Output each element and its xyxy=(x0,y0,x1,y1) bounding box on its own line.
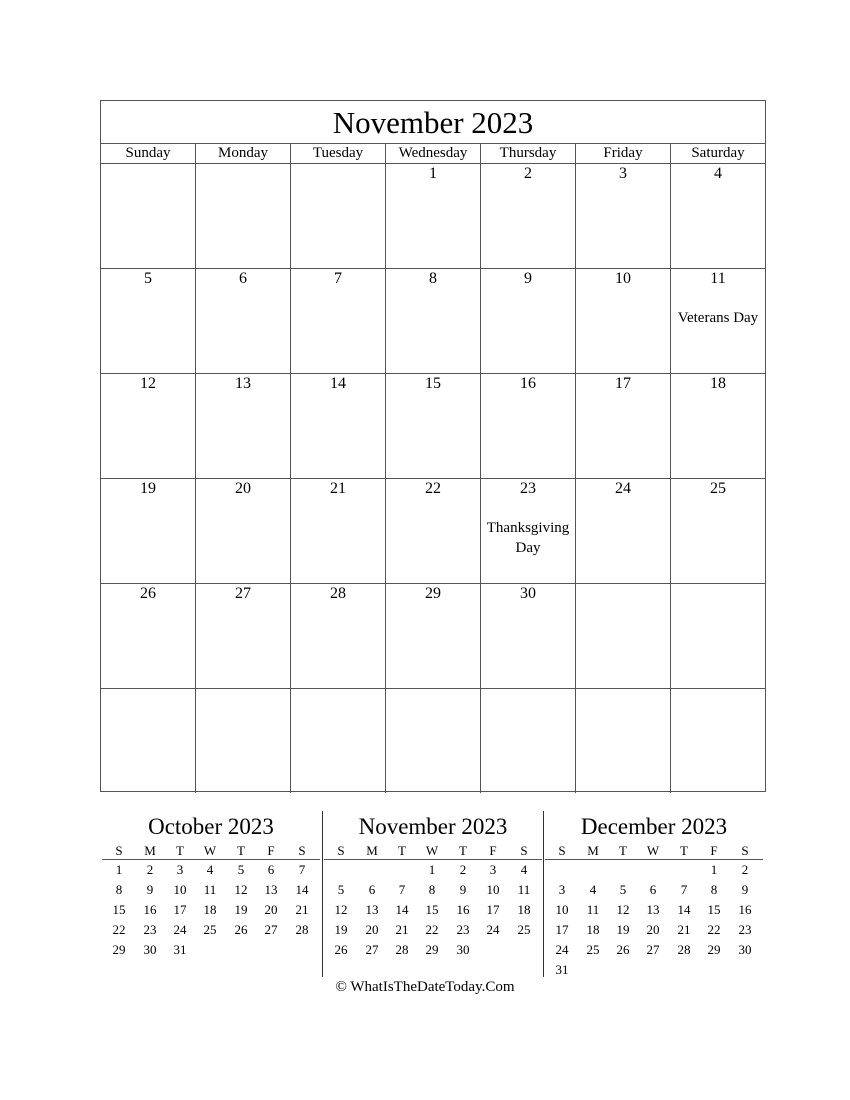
day-number: 13 xyxy=(235,375,251,392)
day-number: 16 xyxy=(520,375,536,392)
mini-day: 16 xyxy=(738,902,752,917)
day-number: 29 xyxy=(425,585,441,602)
mini-calendar-december xyxy=(545,812,763,980)
day-cell xyxy=(291,584,386,688)
mini-weekday-header xyxy=(102,842,320,860)
day-number xyxy=(291,689,385,708)
day-number xyxy=(101,164,195,183)
mini-day: 12 xyxy=(234,882,248,897)
mini-day: 9 xyxy=(459,882,467,897)
mini-day: 25 xyxy=(517,922,531,937)
weekday-header-thursday: Thursday xyxy=(481,144,576,163)
day-cell xyxy=(671,584,765,688)
day-number xyxy=(576,584,670,603)
mini-calendar-title: October 2023 xyxy=(148,814,274,839)
day-number xyxy=(386,689,480,708)
mini-weekday-label: S xyxy=(115,843,123,858)
day-number: 18 xyxy=(710,375,726,392)
mini-day: 23 xyxy=(738,922,752,937)
day-cell xyxy=(386,269,481,373)
mini-day: 2 xyxy=(741,862,749,877)
mini-weekday-label: T xyxy=(680,843,688,858)
mini-weekday-label: W xyxy=(646,843,660,858)
weekday-header-sunday: Sunday xyxy=(101,144,196,163)
mini-day: 5 xyxy=(337,882,345,897)
mini-weekday-label: T xyxy=(459,843,467,858)
day-cell xyxy=(671,374,765,478)
mini-day: 10 xyxy=(173,882,187,897)
mini-day: 14 xyxy=(295,882,309,897)
week-row xyxy=(101,584,765,689)
day-number: 24 xyxy=(615,480,631,497)
weekday-header-friday: Friday xyxy=(576,144,671,163)
day-number xyxy=(576,689,670,708)
mini-weekday-header xyxy=(545,842,763,860)
mini-week-row xyxy=(545,880,763,900)
day-cell xyxy=(386,689,481,793)
week-row xyxy=(101,269,765,374)
weekday-header-row xyxy=(101,144,765,164)
day-number xyxy=(671,584,765,603)
day-number: 14 xyxy=(330,375,346,392)
mini-week-row xyxy=(324,940,542,960)
mini-week-row xyxy=(545,900,763,920)
day-cell xyxy=(291,374,386,478)
mini-day: 6 xyxy=(267,862,275,877)
mini-divider xyxy=(322,811,323,977)
day-cell xyxy=(196,584,291,688)
mini-day: 7 xyxy=(398,882,406,897)
mini-day: 1 xyxy=(710,862,718,877)
mini-week-row xyxy=(545,920,763,940)
day-cell xyxy=(481,269,576,373)
mini-weekday-label: T xyxy=(237,843,245,858)
mini-day: 11 xyxy=(586,902,600,917)
mini-weekday-label: M xyxy=(366,843,378,858)
day-number: 9 xyxy=(524,270,532,287)
weekday-header-tuesday: Tuesday xyxy=(291,144,386,163)
week-row xyxy=(101,374,765,479)
day-cell xyxy=(101,584,196,688)
mini-day: 8 xyxy=(710,882,718,897)
mini-day: 12 xyxy=(616,902,630,917)
mini-weekday-label: M xyxy=(144,843,156,858)
mini-calendar-title: November 2023 xyxy=(358,814,508,839)
mini-day: 21 xyxy=(677,922,691,937)
mini-day: 17 xyxy=(486,902,500,917)
day-cell xyxy=(481,374,576,478)
mini-day: 20 xyxy=(646,922,660,937)
mini-day: 15 xyxy=(112,902,126,917)
week-row xyxy=(101,689,765,794)
footer-copyright: © WhatIsTheDateToday.Com xyxy=(335,979,515,995)
day-number: 22 xyxy=(425,480,441,497)
mini-day: 10 xyxy=(486,882,500,897)
mini-day: 18 xyxy=(203,902,217,917)
mini-day: 26 xyxy=(234,922,248,937)
day-number: 3 xyxy=(619,165,627,182)
mini-day: 1 xyxy=(115,862,123,877)
day-cell xyxy=(481,479,576,583)
day-cell xyxy=(576,584,671,688)
mini-week-row xyxy=(102,920,320,940)
mini-week-row xyxy=(102,880,320,900)
day-cell xyxy=(386,374,481,478)
mini-weekday-label: S xyxy=(520,843,528,858)
day-number: 7 xyxy=(334,270,342,287)
day-cell xyxy=(576,479,671,583)
day-cell xyxy=(196,689,291,793)
mini-day: 29 xyxy=(425,942,439,957)
mini-weekday-label: S xyxy=(558,843,566,858)
mini-day: 6 xyxy=(649,882,657,897)
day-number: 19 xyxy=(140,480,156,497)
day-cell xyxy=(386,584,481,688)
mini-day: 14 xyxy=(395,902,409,917)
day-cell xyxy=(291,164,386,268)
day-cell xyxy=(386,164,481,268)
holiday-label: Thanksgiving Day xyxy=(486,520,570,556)
mini-day: 1 xyxy=(428,862,436,877)
mini-day: 20 xyxy=(264,902,278,917)
day-cell xyxy=(196,374,291,478)
day-cell xyxy=(576,269,671,373)
mini-week-row xyxy=(102,860,320,880)
day-cell xyxy=(101,374,196,478)
day-cell xyxy=(671,479,765,583)
mini-day: 26 xyxy=(334,942,348,957)
mini-day: 28 xyxy=(395,942,409,957)
mini-week-row xyxy=(545,940,763,960)
mini-week-row xyxy=(324,880,542,900)
mini-day: 21 xyxy=(295,902,309,917)
day-number xyxy=(671,689,765,708)
mini-weekday-label: S xyxy=(298,843,306,858)
mini-day: 3 xyxy=(489,862,497,877)
mini-day: 3 xyxy=(558,882,566,897)
mini-day: 16 xyxy=(143,902,157,917)
day-number: 15 xyxy=(425,375,441,392)
mini-week-row xyxy=(102,900,320,920)
mini-day: 4 xyxy=(206,862,214,877)
day-number: 4 xyxy=(714,165,722,182)
mini-week-row xyxy=(324,920,542,940)
day-number: 2 xyxy=(524,165,532,182)
day-cell xyxy=(481,584,576,688)
day-cell xyxy=(101,164,196,268)
day-cell xyxy=(101,689,196,793)
mini-day: 24 xyxy=(173,922,187,937)
mini-day: 23 xyxy=(143,922,157,937)
weekday-header-wednesday: Wednesday xyxy=(386,144,481,163)
day-cell xyxy=(576,164,671,268)
mini-weekday-label: T xyxy=(619,843,627,858)
day-number: 20 xyxy=(235,480,251,497)
day-number xyxy=(291,164,385,183)
mini-day: 15 xyxy=(707,902,721,917)
mini-day: 19 xyxy=(234,902,248,917)
mini-day: 25 xyxy=(586,942,600,957)
mini-day: 11 xyxy=(203,882,217,897)
day-number: 8 xyxy=(429,270,437,287)
mini-day: 30 xyxy=(143,942,157,957)
mini-day: 11 xyxy=(517,882,531,897)
mini-day: 13 xyxy=(646,902,660,917)
mini-day: 19 xyxy=(334,922,348,937)
day-number xyxy=(101,689,195,708)
mini-day: 12 xyxy=(334,902,348,917)
mini-day: 27 xyxy=(646,942,660,957)
mini-day: 23 xyxy=(456,922,470,937)
week-row xyxy=(101,164,765,269)
mini-day: 24 xyxy=(555,942,569,957)
day-number: 23 xyxy=(520,480,536,497)
day-cell xyxy=(291,269,386,373)
mini-day: 7 xyxy=(298,862,306,877)
mini-day: 25 xyxy=(203,922,217,937)
mini-day: 10 xyxy=(555,902,569,917)
mini-week-row xyxy=(324,860,542,880)
day-number xyxy=(481,689,575,708)
mini-day: 3 xyxy=(176,862,184,877)
mini-day: 17 xyxy=(173,902,187,917)
mini-week-row xyxy=(102,940,320,960)
day-number: 21 xyxy=(330,480,346,497)
day-cell xyxy=(576,374,671,478)
mini-day: 31 xyxy=(555,962,569,977)
mini-day: 15 xyxy=(425,902,439,917)
week-row xyxy=(101,479,765,584)
holiday-label: Veterans Day xyxy=(677,310,759,326)
mini-day: 27 xyxy=(264,922,278,937)
mini-calendar-october xyxy=(102,812,320,960)
mini-day: 16 xyxy=(456,902,470,917)
mini-day: 29 xyxy=(112,942,126,957)
day-number: 6 xyxy=(239,270,247,287)
mini-day: 31 xyxy=(173,942,187,957)
mini-day: 28 xyxy=(295,922,309,937)
main-calendar-title: November 2023 xyxy=(101,101,765,144)
mini-day: 4 xyxy=(520,862,528,877)
mini-day: 19 xyxy=(616,922,630,937)
day-number: 26 xyxy=(140,585,156,602)
mini-calendar-title: December 2023 xyxy=(580,814,728,839)
mini-weekday-label: M xyxy=(587,843,599,858)
day-number xyxy=(196,689,290,708)
mini-day: 18 xyxy=(517,902,531,917)
day-number: 11 xyxy=(710,270,726,287)
mini-day: 20 xyxy=(365,922,379,937)
mini-calendar-november xyxy=(324,812,542,960)
mini-day: 21 xyxy=(395,922,409,937)
day-cell xyxy=(101,479,196,583)
day-number: 30 xyxy=(520,585,536,602)
mini-day: 4 xyxy=(589,882,597,897)
day-number: 27 xyxy=(235,585,251,602)
weekday-header-saturday: Saturday xyxy=(691,145,745,161)
mini-day: 27 xyxy=(365,942,379,957)
mini-weekday-label: F xyxy=(489,843,497,858)
day-number: 1 xyxy=(429,165,437,182)
day-cell xyxy=(291,689,386,793)
mini-divider xyxy=(543,811,544,977)
day-number xyxy=(196,164,290,183)
day-number: 25 xyxy=(710,480,726,497)
mini-day: 24 xyxy=(486,922,500,937)
mini-day: 26 xyxy=(616,942,630,957)
day-cell xyxy=(101,269,196,373)
mini-day: 22 xyxy=(425,922,439,937)
day-number: 28 xyxy=(330,585,346,602)
mini-week-row xyxy=(545,860,763,880)
mini-weekday-label: S xyxy=(337,843,345,858)
mini-weekday-label: S xyxy=(741,843,749,858)
mini-weekday-label: F xyxy=(267,843,275,858)
mini-week-row xyxy=(324,900,542,920)
mini-weekday-label: W xyxy=(203,843,217,858)
mini-day: 9 xyxy=(741,882,749,897)
mini-day: 7 xyxy=(680,882,688,897)
weekday-header-monday: Monday xyxy=(196,144,291,163)
mini-weekday-label: T xyxy=(176,843,184,858)
day-cell xyxy=(386,479,481,583)
day-number: 12 xyxy=(140,375,156,392)
mini-weekday-label: F xyxy=(710,843,718,858)
mini-day: 8 xyxy=(115,882,123,897)
mini-day: 13 xyxy=(264,882,278,897)
mini-day: 17 xyxy=(555,922,569,937)
mini-day: 2 xyxy=(459,862,467,877)
day-cell xyxy=(481,164,576,268)
mini-day: 13 xyxy=(365,902,379,917)
mini-day: 8 xyxy=(428,882,436,897)
day-cell xyxy=(671,689,765,793)
mini-day: 22 xyxy=(707,922,721,937)
mini-day: 29 xyxy=(707,942,721,957)
day-cell xyxy=(671,269,765,373)
mini-day: 5 xyxy=(237,862,245,877)
day-number: 10 xyxy=(615,270,631,287)
mini-day: 5 xyxy=(619,882,627,897)
mini-weekday-label: T xyxy=(398,843,406,858)
day-cell xyxy=(576,689,671,793)
day-cell xyxy=(196,164,291,268)
day-cell xyxy=(291,479,386,583)
day-cell xyxy=(481,689,576,793)
mini-day: 30 xyxy=(456,942,470,957)
mini-day: 6 xyxy=(368,882,376,897)
mini-day: 14 xyxy=(677,902,691,917)
day-number: 17 xyxy=(615,375,631,392)
day-cell xyxy=(196,479,291,583)
mini-weekday-header xyxy=(324,842,542,860)
mini-day: 28 xyxy=(677,942,691,957)
day-number: 5 xyxy=(144,270,152,287)
main-calendar xyxy=(100,100,766,792)
mini-day: 22 xyxy=(112,922,126,937)
day-cell xyxy=(671,164,765,268)
mini-weekday-label: W xyxy=(425,843,439,858)
mini-day: 9 xyxy=(146,882,154,897)
mini-day: 30 xyxy=(738,942,752,957)
mini-day: 18 xyxy=(586,922,600,937)
mini-day: 2 xyxy=(146,862,154,877)
day-cell xyxy=(196,269,291,373)
